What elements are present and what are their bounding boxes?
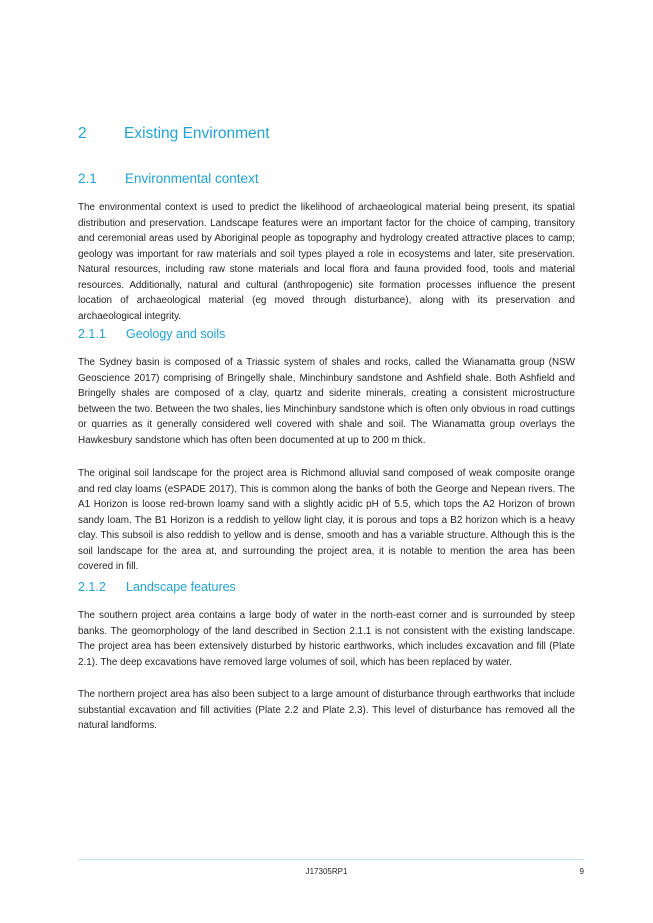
paragraph-soil-landscape: The original soil landscape for the project area is Richmond alluvial sand composed of weak composite orange and red clay loams (eSPADE 2017). This is common along the banks of both the George and Nepean rivers. The A1 Horizon is loose red-brown loamy sand with a slightly acidic pH of 5.5, which tops the A2 Horizon of brown sandy loam. The B1 Horizon is a reddish to yellow light clay, it is porous and tops a B2 horizon which is a heavy clay. This subsoil is also reddish to yellow and is dense, smooth and has a variable structure. Although this is the soil landscape for the area at, and surrounding the project area, it is notable to mention the area has been covered in fill. (78, 468, 575, 572)
section-heading-2-1-2 (78, 580, 236, 594)
paragraph-southern-area: The southern project area contains a large body of water in the north-east corner and is surrounded by steep banks. The geomorphology of the land described in Section 2.1.1 is not consistent with the existing landscape. The project area has been extensively disturbed by historic earthworks, which includes excavation and fill (Plate 2.1). The deep excavations have removed large volumes of soil, which has been replaced by water. (78, 610, 575, 668)
footer-divider (78, 859, 584, 860)
paragraph-environmental-context: The environmental context is used to predict the likelihood of archaeological material being present, its spatial distribution and preservation. Landscape features were an important factor for the choice of camping, transitory and ceremonial areas used by Aboriginal people as topography and hydrology created attractive places to camp; geology was important for raw materials and soil types played a role in ecosystems and later, site preservation. Natural resources, including raw stone materials and local flora and fauna provided food, tools and material resources. Additionally, natural and cultural (anthropogenic) site formation processes influence the present location of archaeological material (eg moved through disturbance), along with its preservation and archaeological integrity. (78, 202, 575, 322)
section-title: Environmental context (125, 171, 259, 186)
section-title: Landscape features (126, 580, 236, 594)
section-number: 2.1 (78, 171, 97, 186)
section-number: 2 (78, 125, 87, 142)
section-number: 2.1.1 (78, 327, 106, 341)
paragraph-geology: The Sydney basin is composed of a Triassic system of shales and rocks, called the Wianamatta group (NSW Geoscience 2017) comprising of Bringelly shale, Minchinbury sandstone and Ashfield shale. Both Ashfield and Bringelly shales are composed of a clay, quartz and siderite minerals, creating a consistent microstructure between the two. Between the two shales, lies Minchinbury sandstone which is often only obvious in road cuttings or quarries as it generally considered well covered with shale and soil. The Wianamatta group overlays the Hawkesbury sandstone which has often been documented at up to 200 m thick. (78, 357, 575, 446)
section-heading-2-1-1 (78, 327, 225, 341)
footer-reference: J17305RP1 (305, 867, 348, 876)
section-heading-2-1 (78, 171, 259, 186)
section-title: Geology and soils (126, 327, 226, 341)
section-heading-2 (78, 125, 270, 143)
section-title: Existing Environment (124, 125, 270, 142)
page-number: 9 (579, 867, 584, 876)
section-number: 2.1.2 (78, 580, 106, 594)
paragraph-northern-area: The northern project area has also been subject to a large amount of disturbance through earthworks that include substantial excavation and fill activities (Plate 2.2 and Plate 2.3). This level of disturbance has removed all the natural landforms. (78, 689, 575, 731)
